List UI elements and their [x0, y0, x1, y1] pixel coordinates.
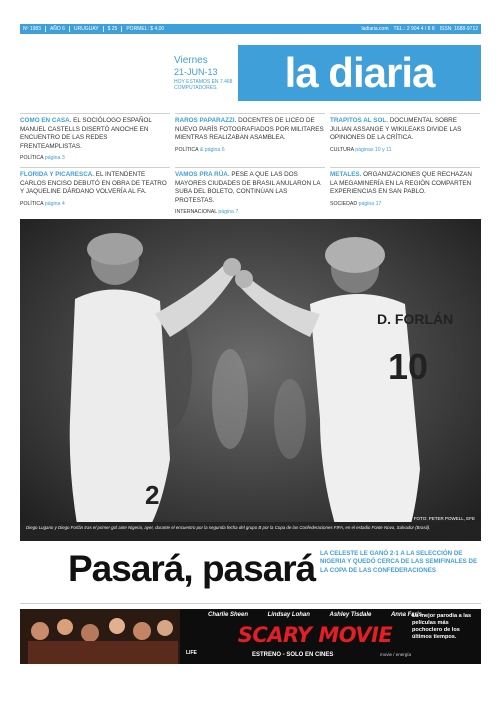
edition-price-alt: PORMEL: $ 4,00: [126, 26, 165, 32]
ad-sponsor-logos: movie / energía: [380, 652, 412, 657]
photo-credit: FOTO: PETER POWELL, EFE: [413, 516, 475, 521]
news-section: [175, 208, 325, 217]
edition-number: Nº 1983: [23, 26, 46, 32]
news-item[interactable]: [330, 167, 480, 221]
page-ref: página 4: [44, 200, 65, 207]
section-name: INTERNACIONAL: [175, 209, 217, 216]
news-item[interactable]: [175, 167, 325, 221]
main-headline[interactable]: Pasará, pasará: [68, 548, 316, 589]
ad-movie-title: SCARY MOVIE: [237, 623, 393, 647]
contact-info: [362, 26, 478, 32]
section-name: CULTURA: [330, 146, 354, 153]
newspaper-logo[interactable]: la diaria: [238, 45, 481, 101]
issue-date: 21-JUN-13: [174, 67, 218, 77]
news-headline: METALES.: [330, 171, 362, 178]
ad-distributor-logo: LIFE: [186, 650, 197, 656]
news-row-2: [20, 167, 481, 221]
edition-info: [23, 26, 168, 32]
page-ref: página 3: [44, 155, 65, 162]
cast-member: Charlie Sheen: [208, 612, 249, 618]
news-body: DOCENTES DE LICEO DE NUEVO PARÍS FOTOGRAFIADOS POR MILITARES MIENTRAS REALIZABAN ASAMBLEA.: [175, 117, 324, 142]
news-headline: VAMOS PRA RÚA.: [175, 171, 230, 178]
news-body: EL INTENDENTE CARLOS ENCISO DEBUTÓ EN OBRA DE TEATRO Y JAQUELINE DÁRDANO VOLVERÍA AL FA.: [20, 171, 167, 196]
news-section: [20, 154, 170, 163]
phone-number: TEL.: 2 904 4 / 8 8: [393, 26, 435, 32]
main-photo[interactable]: [20, 219, 481, 541]
ad-tagline: La mejor parodia a las películas más pochoclero de los últimos tiempos.: [412, 613, 472, 640]
top-info-bar: [20, 24, 481, 34]
section-name: SOCIEDAD: [330, 200, 358, 207]
page-ref: páginas 10 y 11: [355, 146, 392, 153]
cast-member: Lindsay Lohan: [267, 612, 310, 618]
page-ref: página 7: [218, 209, 239, 216]
news-body: PESE A QUE LAS DOS MAYORES CIUDADES DE BRASIL ANULARON LA SUBA DEL BOLETO, CONTINÚAN LAS PROTESTAS.: [175, 171, 321, 204]
news-section: [330, 146, 480, 155]
jersey-name-right: D. FORLÁN: [377, 311, 454, 327]
cast-member: Ashley Tisdale: [329, 612, 372, 618]
page-ref: página 17: [358, 200, 382, 207]
news-headline: RAROS PAPARAZZI.: [175, 117, 237, 124]
ad-release-info: ESTRENO - SOLO EN CINES: [252, 652, 334, 658]
news-item[interactable]: [330, 113, 480, 167]
news-headline: TRAPITOS AL SOL.: [330, 117, 388, 124]
section-name: POLÍTICA: [175, 146, 199, 153]
news-item[interactable]: [175, 113, 325, 167]
jersey-number-left: 2: [145, 480, 160, 510]
date-box: [174, 55, 236, 99]
news-headline: COMO EN CASA.: [20, 117, 72, 124]
masthead-note: HOY ESTAMOS EN 7.468 COMPUTADORES.: [174, 79, 233, 91]
edition-year: AÑO 6: [50, 26, 70, 32]
website-link[interactable]: ladiaria.com: [361, 26, 389, 32]
players-photo-illustration: [20, 219, 481, 541]
page-ref: & página 6: [199, 146, 225, 153]
news-item[interactable]: [20, 167, 170, 221]
main-headline-area: [20, 542, 481, 604]
news-section: [20, 200, 170, 209]
jersey-number-right: 10: [388, 346, 429, 387]
news-item[interactable]: [20, 113, 170, 167]
edition-country: URUGUAY: [74, 26, 104, 32]
cast-member: Anna Faris: [390, 612, 422, 618]
ad-cast-photo: [20, 609, 180, 664]
news-row-1: [20, 113, 481, 167]
news-section: [175, 146, 325, 155]
ad-cast-list: [208, 612, 422, 618]
headline-lead: LA CELESTE LE GANÓ 2-1 A LA SELECCIÓN DE NIGERIA Y QUEDÓ CERCA DE LAS SEMIFINALES DE LA COPA DE LAS CONFEDERACIONES: [320, 550, 478, 574]
movie-advertisement[interactable]: [20, 609, 481, 664]
news-body: EL SOCIÓLOGO ESPAÑOL MANUEL CASTELLS DISERTÓ ANOCHE EN ENCUENTRO DE LAS REDES FRENTEAMPLISTAS.: [20, 117, 152, 150]
section-name: POLÍTICA: [20, 155, 44, 162]
section-name: POLÍTICA: [20, 200, 44, 207]
issn-number: ISSN: 1688-9712: [439, 26, 478, 32]
news-body: DOCUMENTAL SOBRE JULIAN ASSANGE Y WIKILEAKS DIVIDE LAS OPINIONES DE LA CRÍTICA.: [330, 117, 462, 142]
news-section: [330, 200, 480, 209]
news-body: ORGANIZACIONES QUE RECHAZAN LA MEGAMINERÍA EN LA REGIÓN COMPARTEN EXPERIENCIAS EN SAN PABLO.: [330, 171, 472, 196]
weekday: Viernes: [174, 55, 208, 66]
masthead: [20, 35, 481, 107]
news-headline: FLORIDA Y PICARESCA.: [20, 171, 95, 178]
edition-price: $ 25: [108, 26, 123, 32]
photo-caption: Diego Lugano y Diego Forlán tras el primer gol ante Nigeria, ayer, durante el encuentro por la segunda fecha del grupo B por la Copa de las Confederaciones FIFA, en el estadio Fonte Nova, Salvador (Brasil).: [20, 522, 481, 541]
